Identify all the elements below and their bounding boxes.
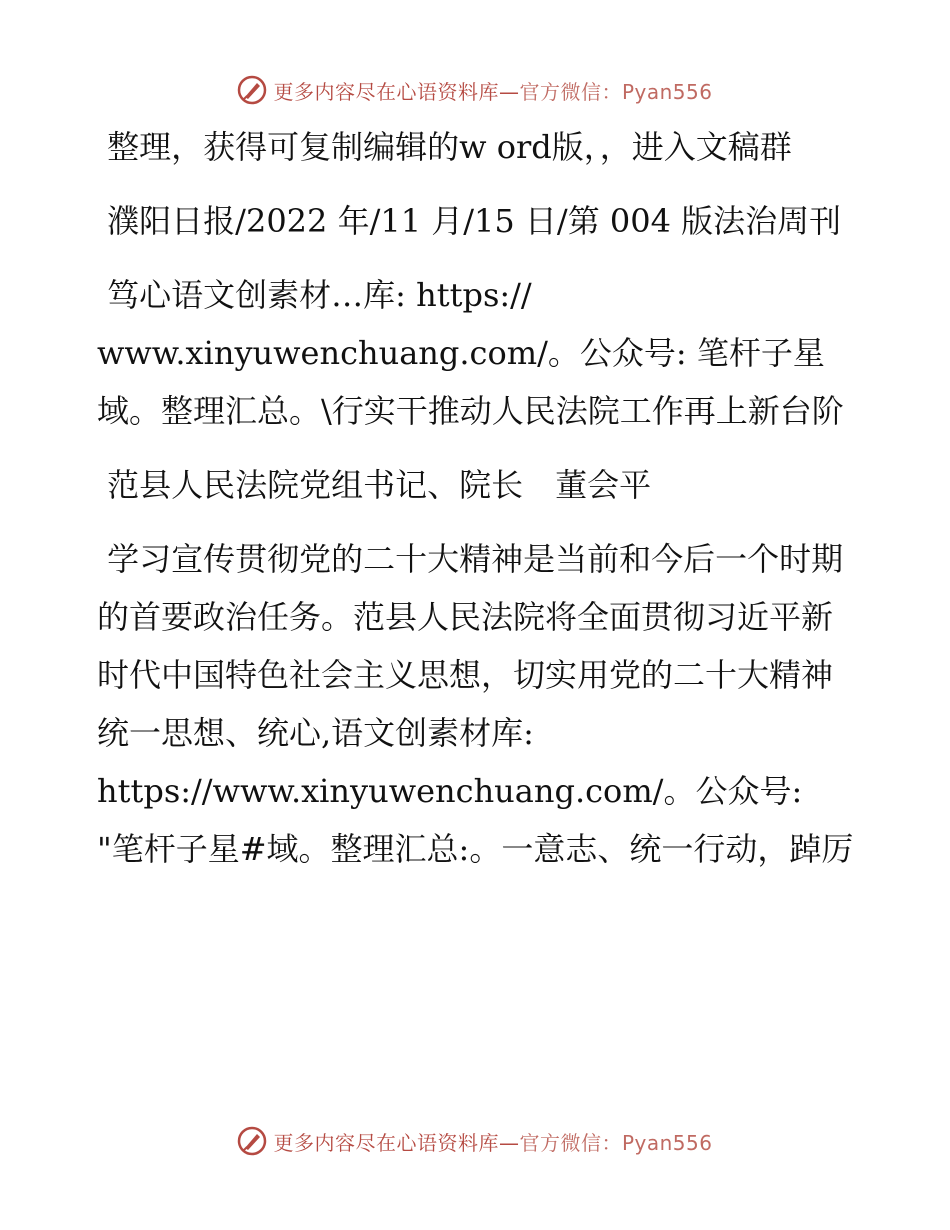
header-site-text: 更多内容尽在心语资料库 — [273, 79, 499, 104]
header-separator: — — [498, 79, 520, 104]
quill-pen-logo-icon — [237, 75, 267, 105]
footer-separator: — — [498, 1130, 520, 1155]
footer-banner-inner — [237, 1126, 712, 1156]
header-banner — [0, 70, 950, 110]
paragraph-source: 濮阳日报/2022 年/11 月/15 日/第 004 版法治周刊 — [97, 202, 842, 240]
footer-wechat-text: 官方微信：Pyan556 — [519, 1130, 713, 1155]
paragraph-author: 范县人民法院党组书记、院长 董会平 — [97, 466, 652, 504]
document-body — [97, 118, 857, 894]
footer-banner — [0, 1121, 950, 1161]
paragraph-title: 笃心语文创素材…库: https:// www.xinyuwenchuang.com/。公众号: 笔杆子星域。整理汇总。\行实干推动人民法院工作再上新台阶 — [97, 276, 844, 430]
header-wechat-text: 官方微信：Pyan556 — [519, 79, 713, 104]
header-banner-inner — [237, 75, 712, 105]
paragraph-body: 学习宣传贯彻党的二十大精神是当前和今后一个时期的首要政治任务。范县人民法院将全面贯彻习近平新时代中国特色社会主义思想，切实用党的二十大精神统一思想、统心,语文创素材库: https://www.xinyuwenchuang.com/。公众号: "笔杆子星#域。整理汇总:。一意志、统一行动，踔厉 — [97, 540, 854, 868]
footer-banner-text — [273, 1127, 712, 1156]
footer-site-text: 更多内容尽在心语资料库 — [273, 1130, 499, 1155]
header-banner-text — [273, 76, 712, 105]
quill-pen-logo-icon — [237, 1126, 267, 1156]
paragraph-notice: 整理，获得可复制编辑的w ord版，，进入文稿群 — [97, 128, 792, 166]
